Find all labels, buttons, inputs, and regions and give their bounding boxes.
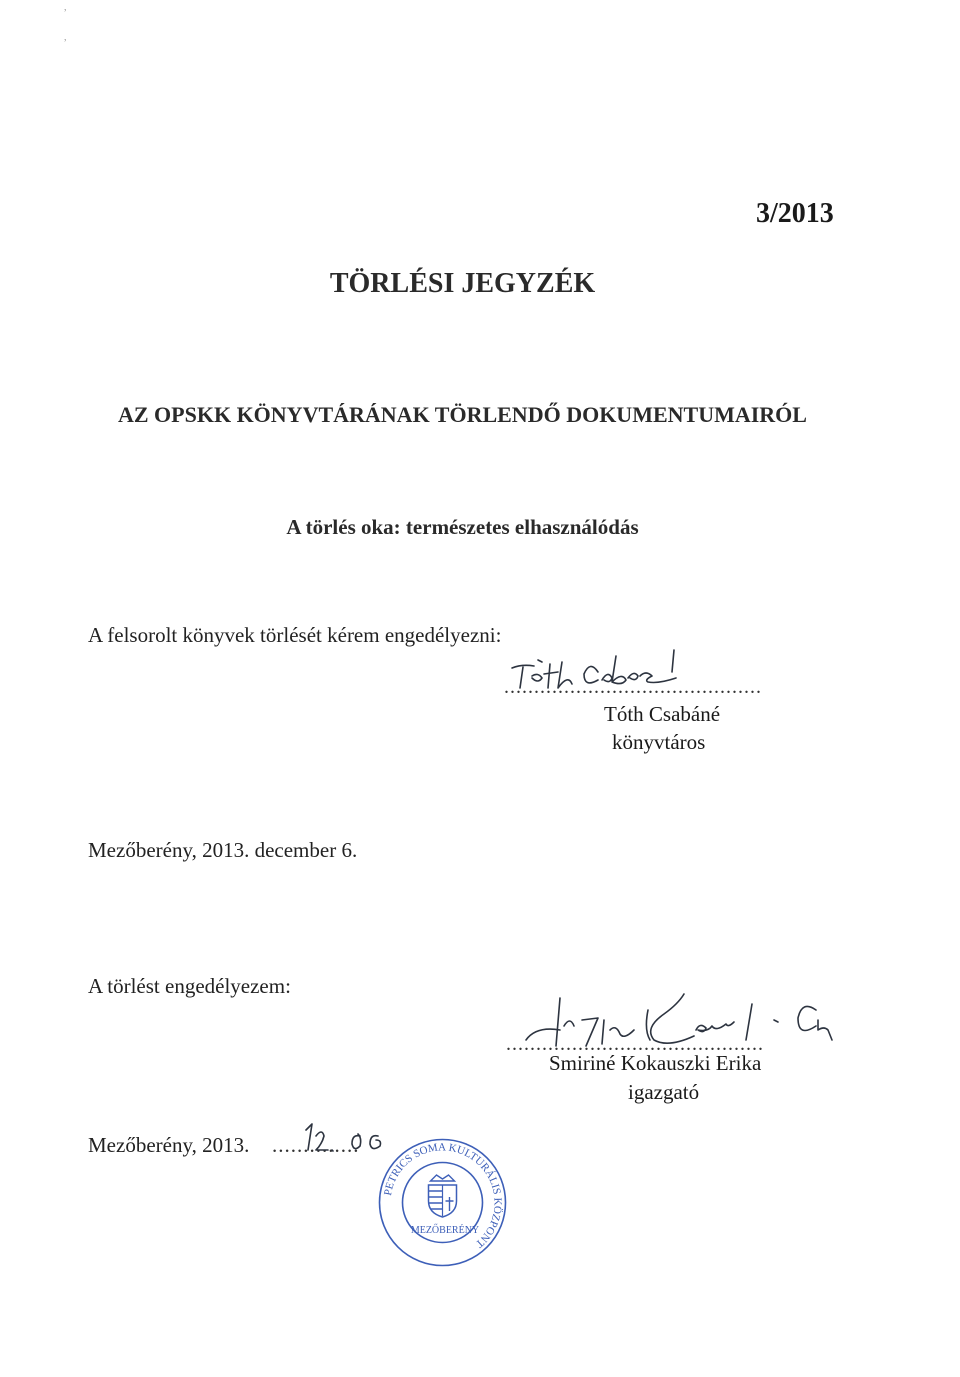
signer2-name: Smiriné Kokauszki Erika [549, 1051, 762, 1075]
date-fill-dots: .............. [272, 1133, 360, 1157]
coat-of-arms-icon [429, 1175, 457, 1217]
scan-mark: , [64, 32, 67, 43]
signature-line: ........................................... [504, 676, 762, 698]
signature-line: ........................................... [506, 1033, 764, 1055]
official-stamp [375, 1135, 510, 1270]
stamp-inner-text: MEZŐBERÉNY [410, 1225, 480, 1236]
request-text: A felsorolt könyvek törlését kérem engedélyezni: [88, 623, 502, 647]
deletion-reason: A törlés oka: természetes elhasználódás [286, 515, 639, 539]
stamp-outer-text: PETRICS SOMA KULTURÁLIS KÖZPONT [381, 1141, 504, 1250]
document-subtitle: AZ OPSKK KÖNYVTÁRÁNAK TÖRLENDŐ DOKUMENTUMAIRÓL [118, 402, 807, 427]
document-number: 3/2013 [756, 198, 834, 229]
signer2-role: igazgató [628, 1080, 700, 1104]
approval-text: A törlést engedélyezem: [88, 974, 291, 998]
place-date: Mezőberény, 2013. december 6. [88, 838, 358, 862]
document-title: TÖRLÉSI JEGYZÉK [329, 268, 596, 299]
place-date-approval: Mezőberény, 2013. [88, 1133, 250, 1157]
signer1-name: Tóth Csabáné [604, 702, 721, 726]
signer1-role: könyvtáros [612, 730, 706, 754]
scan-mark: , [64, 2, 67, 13]
